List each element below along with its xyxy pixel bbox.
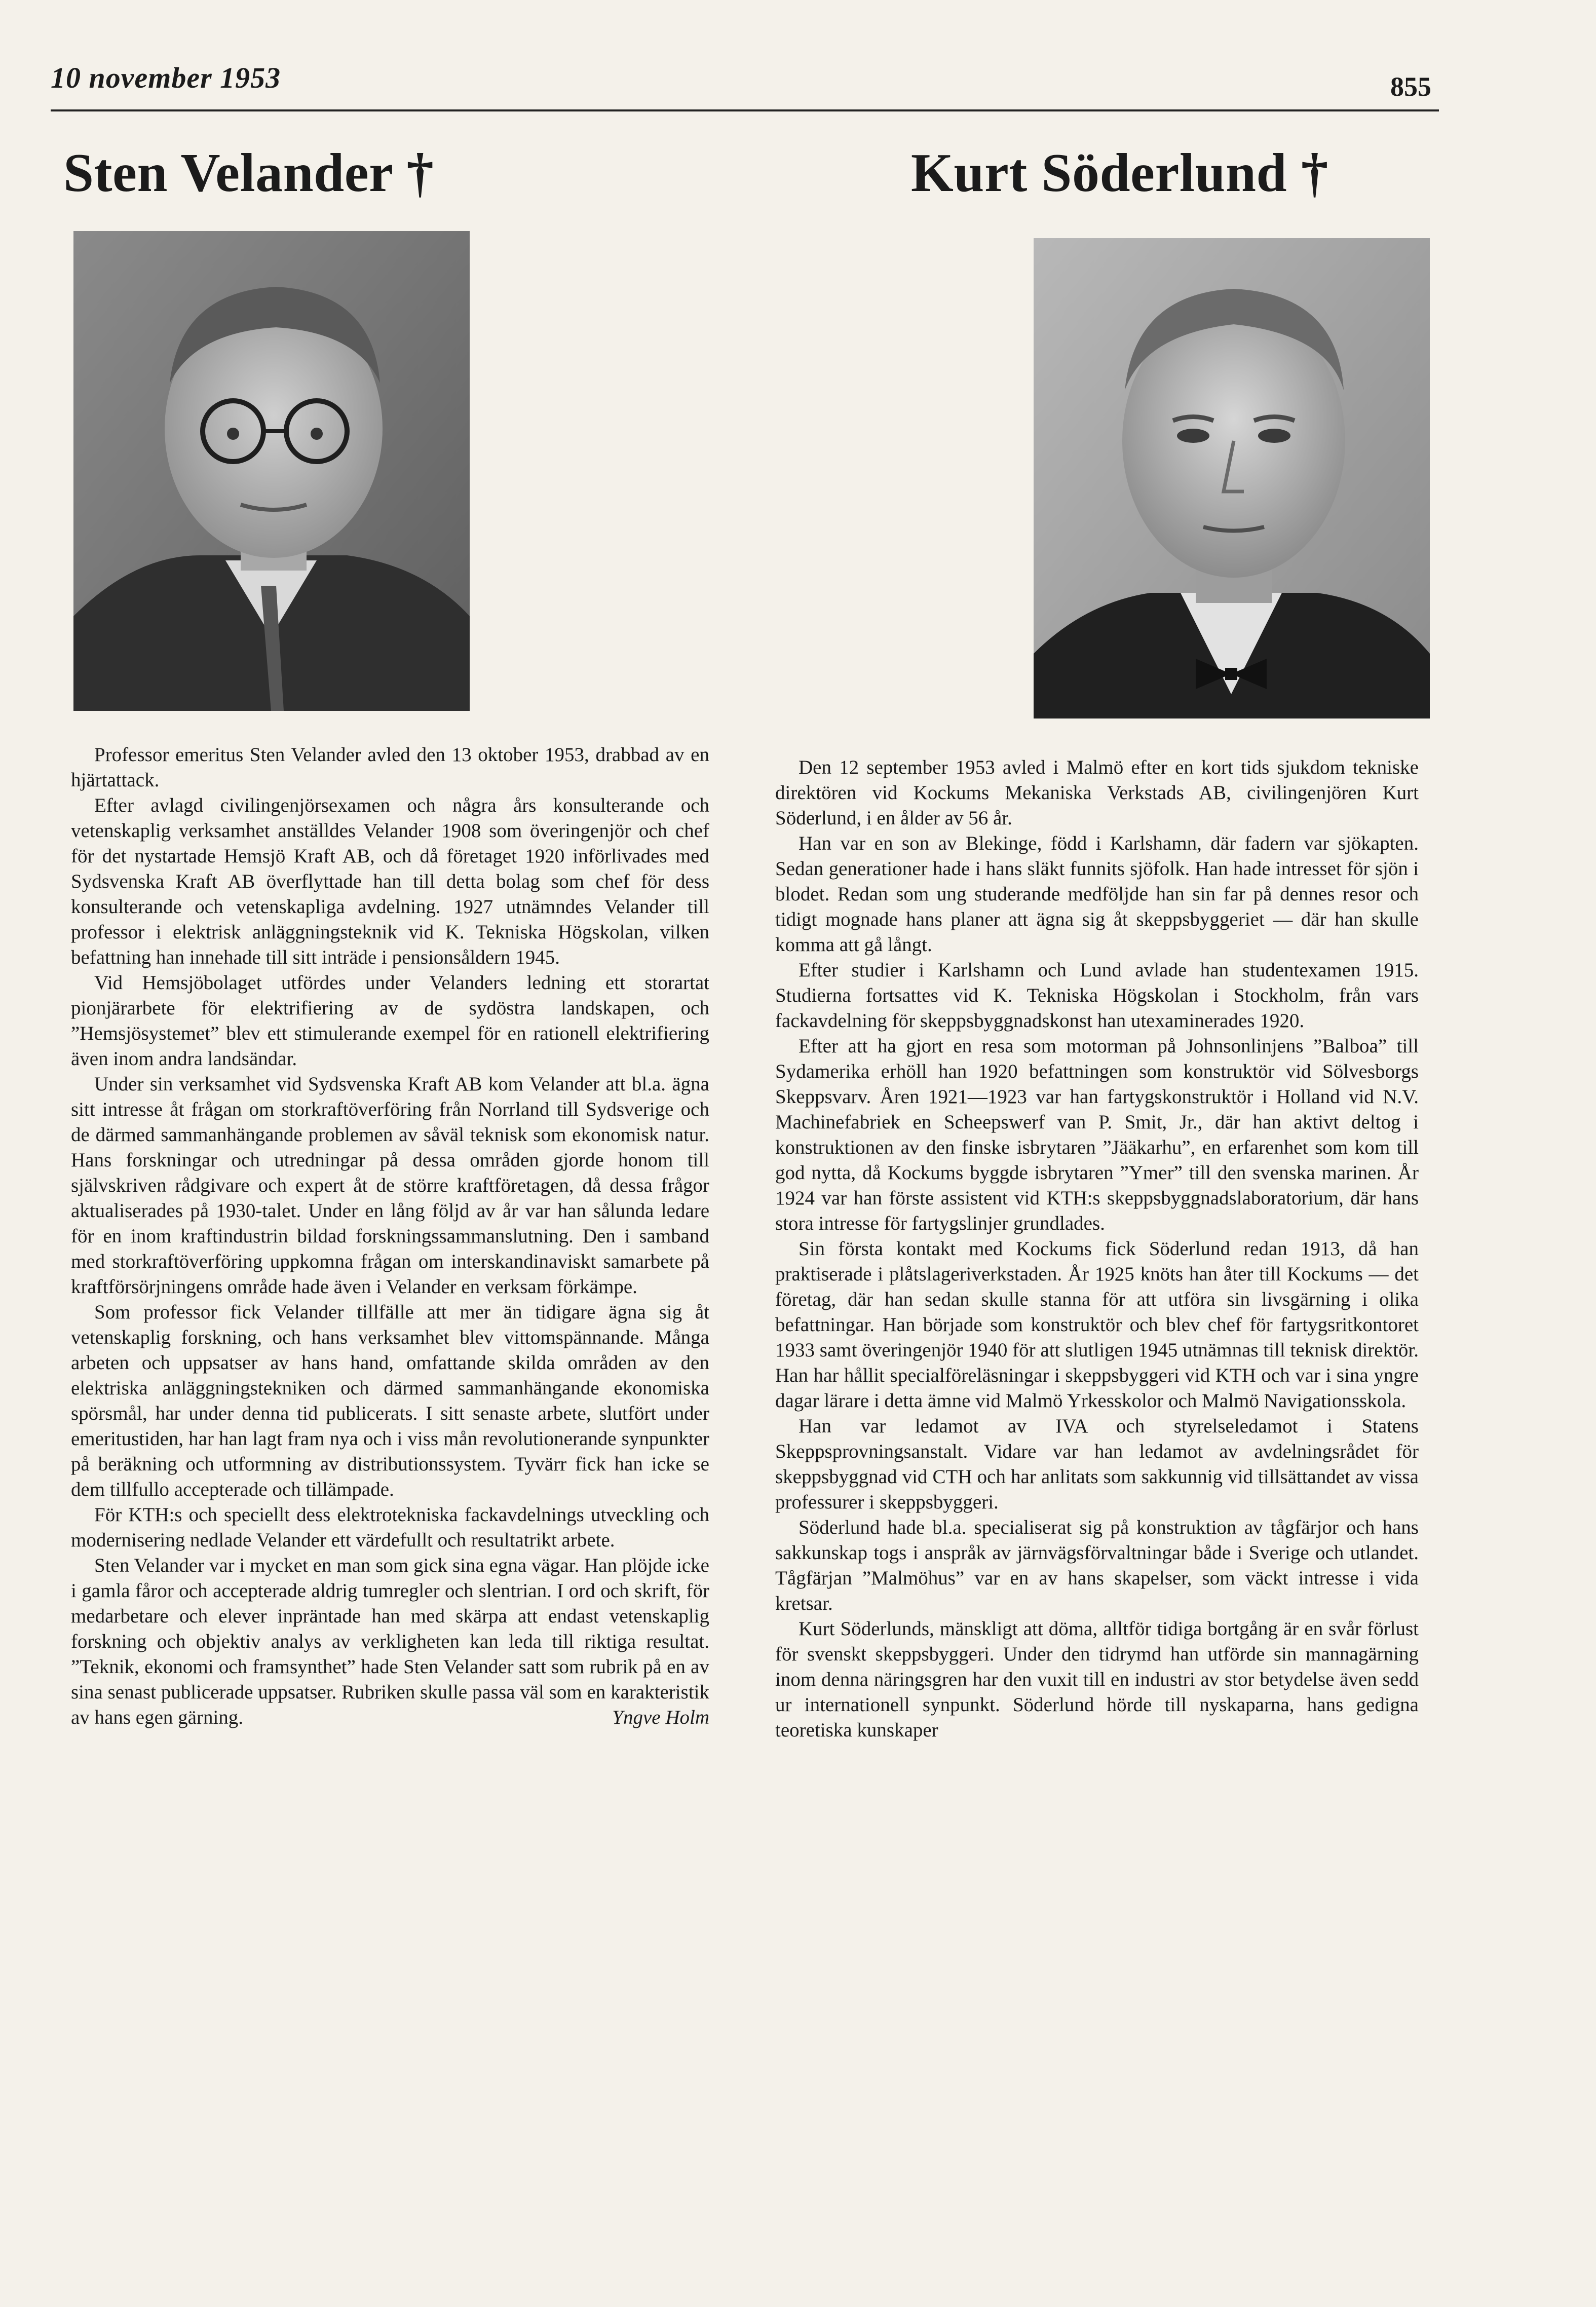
paragraph: För KTH:s och speciellt dess elektrotekniska fackavdelnings utveckling och modernisering nedlade Velander ett värdefullt och resultatrikt arbete. [71, 1504, 709, 1551]
paragraph: Han var ledamot av IVA och styrelseledamot i Statens Skeppsprovningsanstalt. Vidare var han ledamot av avdelningsrådet för skeppsbyggnad vid CTH och har anlitats som sakkunnig vid tillsättandet av vissa professurer i skeppsbyggeri. [775, 1415, 1419, 1513]
paragraph: Vid Hemsjöbolaget utfördes under Velanders ledning ett storartat pionjärarbete för elektrifiering av de sydöstra landskapen, och ”Hemsjösystemet” blev ett stimulerande exempel för en rationell elektrifiering även inom andra landsändar. [71, 972, 709, 1070]
paragraph: Under sin verksamhet vid Sydsvenska Kraft AB kom Velander att bl.a. ägna sitt intresse åt frågan om storkraftöverföring från Norrland till Sydsverige och de därmed sammanhängande problemen av såväl teknisk som ekonomisk natur. Hans forskningar och utredningar på dessa områden gjorde honom till självskriven rådgivare och expert åt de större kraftföretagen, då dessa frågor aktualiserades på 1930-talet. Under en lång följd av år var han sålunda ledare för en inom kraftindustrin bildad forskningssammanslutning. Den i samband med storkraftöverföring uppkomna frågan om interskandinaviskt samarbete på kraftförsörjningens område hade även i Velander en verksam förkämpe. [71, 1073, 709, 1298]
paragraph-text: Sten Velander var i mycket en man som gick sina egna vägar. Han plöjde icke i gamla fåror och accepterade aldrig tumregler och slentrian. I ord och skrift, för medarbetare och elever inpräntade han med skärpa att endast vetenskaplig forskning och objektiv analys av verkligheten kan leda till riktiga resultat. ”Teknik, ekonomi och framsynthet” hade Sten Velander satt som rubrik på en av sina senast publicerade uppsatser. Rubriken skulle passa väl som en karakteristik av hans egen gärning. [71, 1555, 709, 1728]
paragraph: Som professor fick Velander tillfälle att mer än tidigare ägna sig åt vetenskaplig forskning, och hans verksamhet blev vittomspännande. Många arbeten och uppsatser av hans hand, omfattande skilda områden av den elektriska anläggningstekniken och därmed sammanhängande ekonomiska spörsmål, har under denna tid publicerats. I sitt senaste arbete, slutfört under emeritustiden, har han lagt fram nya och i viss mån revolutionerande synpunkter på beräkning och utformning av distributionssystem. Tyvärr fick han icke se dem tillfullo accepterade och tillämpade. [71, 1301, 709, 1500]
paragraph: Söderlund hade bl.a. specialiserat sig på konstruktion av tågfärjor och hans sakkunskap togs i anspråk av järnvägsförvaltningar både i Sverige och utlandet. Tågfärjan ”Malmöhus” var en av hans skapelser, som väckt intresse i vida kretsar. [775, 1517, 1419, 1614]
article-title: Kurt Söderlund † [910, 143, 1329, 203]
paragraph: Efter studier i Karlshamn och Lund avlade han studentexamen 1915. Studierna fortsattes vid K. Tekniska Högskolan i Stockholm, från vars fackavdelning för skeppsbyggnadskonst han utexaminerades 1920. [775, 959, 1419, 1032]
portrait-image [1034, 238, 1430, 718]
paragraph: Professor emeritus Sten Velander avled den 13 oktober 1953, drabbad av en hjärtattack. [71, 744, 709, 791]
author-signature: Yngve Holm [612, 1707, 709, 1728]
issue-date: 10 november 1953 [51, 61, 281, 94]
page-number: 855 [1390, 71, 1431, 102]
paragraph: Kurt Söderlunds, mänskligt att döma, alltför tidiga bortgång är en svår förlust för svenskt skeppsbyggeri. Under den tidrymd han utförde sin mannagärning inom denna näringsgren har den vuxit till en industri av stor betydelse även sedd ur internationell synpunkt. Söderlund hörde till nyskaparna, hans gedigna teoretiska kunskaper [775, 1618, 1419, 1741]
article-body [71, 742, 709, 1730]
paragraph: Efter att ha gjort en resa som motorman på Johnsonlinjens ”Balboa” till Sydamerika erhöll han 1920 befattningen som konstruktör vid Sölvesborgs Skeppsvarv. Åren 1921—1923 var han fartygskonstruktör i Holland vid N.V. Machinefabriek en Scheepswerf van P. Smit, Jr., där han aktivt deltog i konstruktionen av den finske isbrytaren ”Jääkarhu”, en erfarenhet som kom till god nytta, då Kockums byggde isbrytaren ”Ymer” till den svenska marinen. År 1924 var han förste assistent vid KTH:s skeppsbyggnadslaboratorium, där hans stora intresse för fartygslinjer grundlades. [775, 1035, 1419, 1234]
paragraph: Efter avlagd civilingenjörsexamen och några års konsulterande och vetenskaplig verksamhet anställdes Velander 1908 som överingenjör och chef för det nystartade Hemsjö Kraft AB, och då företaget 1920 införlivades med Sydsvenska Kraft AB överflyttade han till detta bolag som chef för dess konsulterande och vetenskapliga avdelning. 1927 utnämndes Velander till professor i elektrisk anläggningsteknik vid K. Tekniska Högskolan, vilken befattning han innehade till sitt inträde i pensionsåldern 1945. [71, 795, 709, 968]
paragraph: Sin första kontakt med Kockums fick Söderlund redan 1913, då han praktiserade i plåtslageriverkstaden. År 1925 knöts han åter till Kockums — det företag, där han sedan skulle stanna för att utföra sin livsgärning i olika befattningar. Han började som konstruktör och blev chef för fartygsritkontoret 1933 samt överingenjör 1940 för att slutligen 1945 utnämnas till teknisk direktör. Han har hållit specialföreläsningar i skeppsbyggeri vid KTH och var i sina yngre dagar lärare i detta ämne vid Malmö Yrkesskolor och Malmö Navigationsskola. [775, 1238, 1419, 1412]
paragraph: Den 12 september 1953 avled i Malmö efter en kort tids sjukdom tekniske direktören vid Kockums Mekaniska Verkstads AB, civilingenjören Kurt Söderlund, i en ålder av 56 år. [775, 757, 1419, 829]
header-divider [51, 109, 1439, 111]
portrait-photo-sten-velander [73, 231, 470, 711]
article-body [775, 755, 1419, 1743]
paragraph-with-signature [71, 1553, 709, 1730]
obituary-velander [51, 142, 719, 1728]
portrait-image [73, 231, 470, 711]
article-title: Sten Velander † [63, 143, 434, 203]
portrait-photo-kurt-soderlund [1034, 238, 1430, 718]
obituary-soderlund [775, 142, 1444, 1741]
paragraph: Han var en son av Blekinge, född i Karlshamn, där fadern var sjökapten. Sedan generationer hade i hans släkt funnits sjöfolk. Han hade intresset för sjön i blodet. Redan som ung studerande medföljde han sin far på dennes resor och tidigt mognade hans planer att ägna sig åt skeppsbyggeriet — där han skulle komma att gå långt. [775, 833, 1419, 956]
